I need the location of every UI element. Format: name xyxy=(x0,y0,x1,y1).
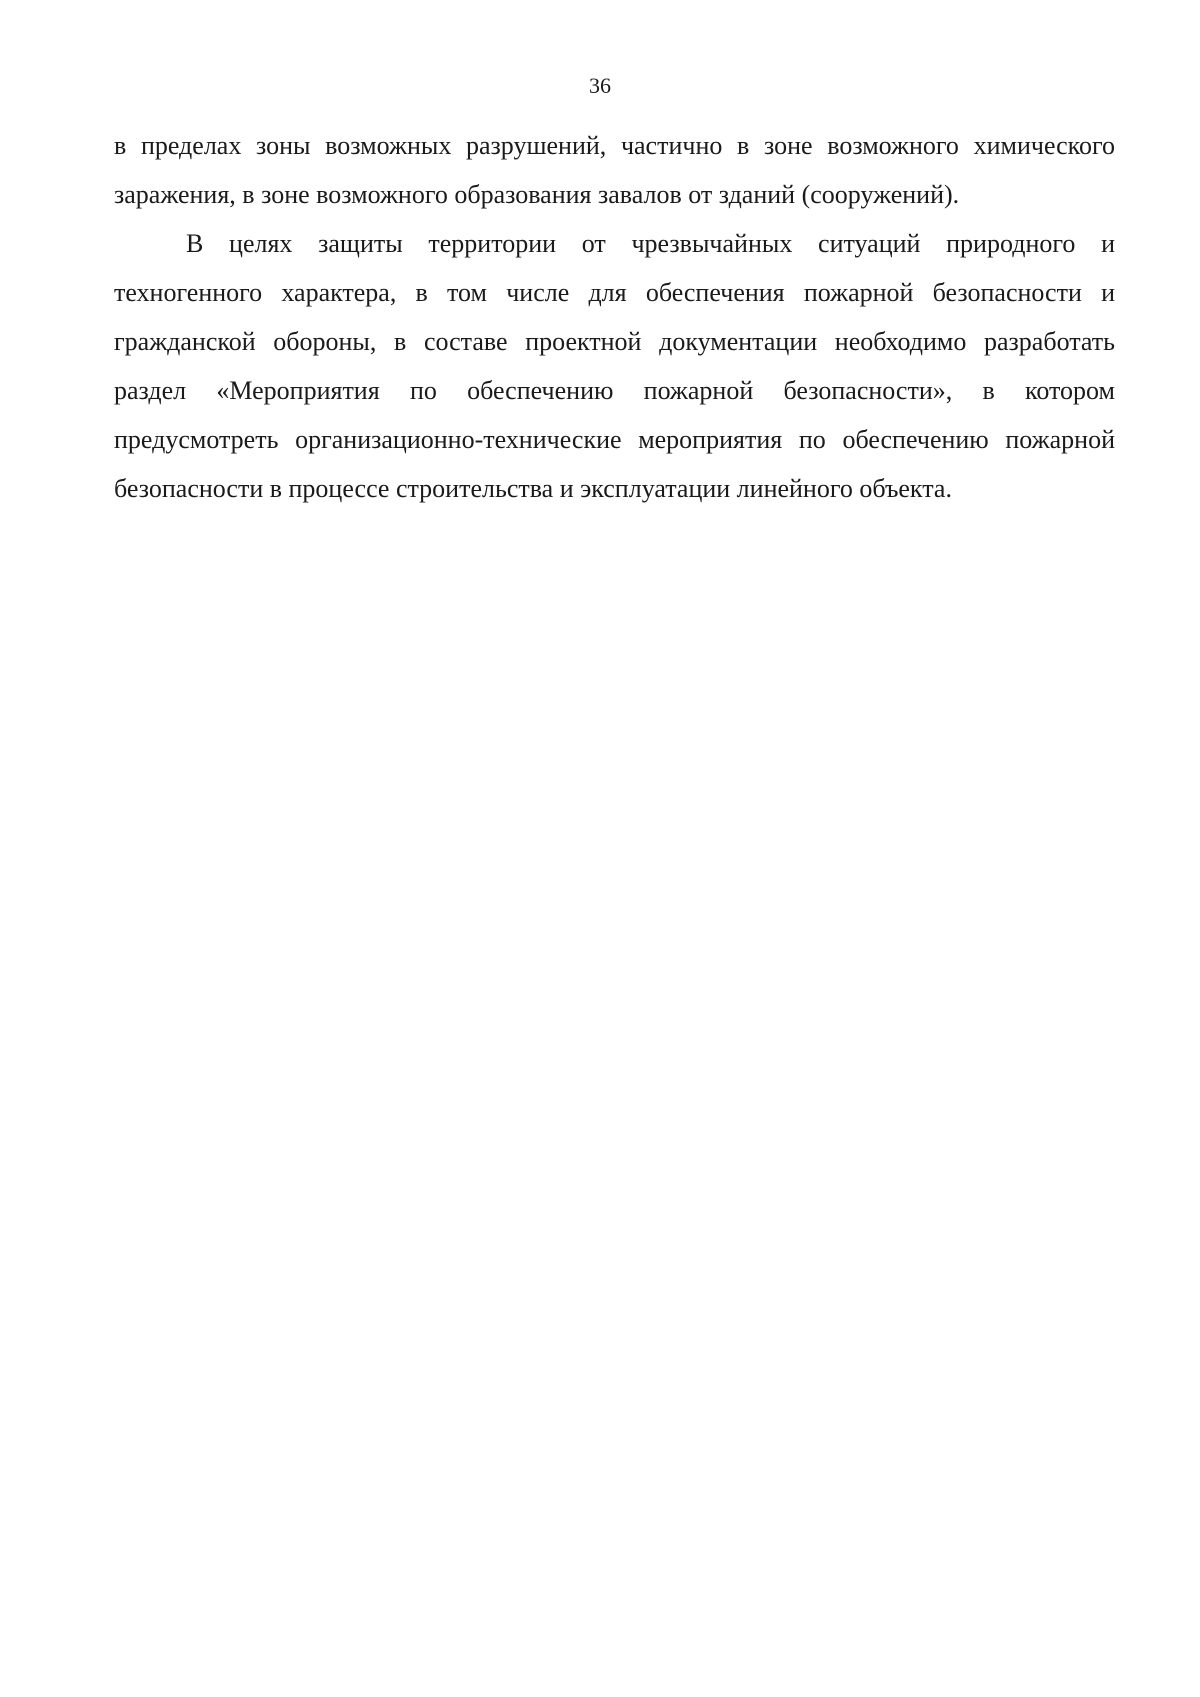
document-body xyxy=(114,121,1115,513)
paragraph-continued: в пределах зоны возможных разрушений, частично в зоне возможного химического заражения, в зоне возможного образования завалов от зданий (сооружений). xyxy=(114,131,1115,209)
page-number: 36 xyxy=(589,73,611,98)
paragraph-fire-safety: В целях защиты территории от чрезвычайных ситуаций природного и техногенного характера, в том числе для обеспечения пожарной безопасности и гражданской обороны, в составе проектной документации необходимо разработать раздел «Мероприятия по обеспечению пожарной безопасности», в котором предусмотреть организационно-технические мероприятия по обеспечению пожарной безопасности в процессе строительства и эксплуатации линейного объекта. xyxy=(114,229,1115,503)
